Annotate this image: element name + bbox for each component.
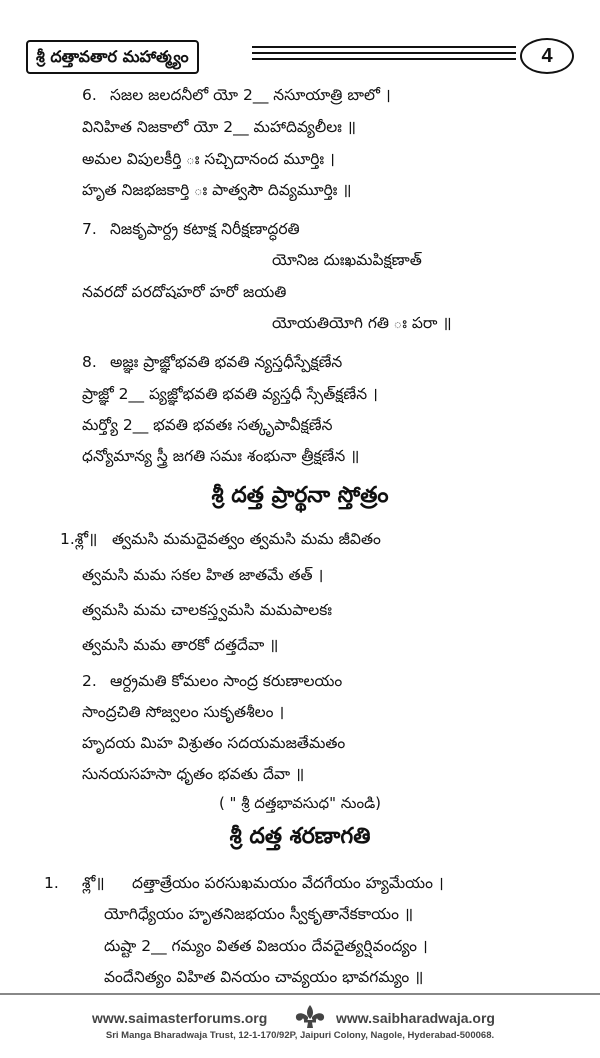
- page-header: [26, 38, 574, 72]
- footer-address: Sri Manga Bharadwaja Trust, 12-1-170/92P, Jaipuri Colony, Nagole, Hyderabad-500068.: [105, 1030, 495, 1041]
- verse-line: యోయతియోగి గతి ః పరా ॥: [272, 314, 452, 332]
- source-note: ( " శ్రీ దత్తభావసుధ" నుండి): [218, 794, 382, 812]
- fleur-de-lis-icon: [291, 1003, 329, 1029]
- verse-number: 2.: [82, 672, 97, 690]
- verse-line: దుష్టా 2__ గమ్యం వితత విజయం దేవదైత్యర్షివంద్యం ।: [104, 937, 428, 955]
- verse-line: సజల జలదనీలో యో 2__ నసూయాత్రి బాలో ।: [110, 86, 391, 104]
- footer-divider: [0, 993, 600, 995]
- verse-line: ప్రాజ్ఞో 2__ ప్యజ్ఞోభవతి భవతి వ్యస్తధీ స్సేత్‌క్షణేన ।: [82, 385, 378, 403]
- verse-line: త్వమసి మమ సకల హిత జాతమే తత్ ।: [82, 566, 324, 584]
- footer-website-left[interactable]: www.saimasterforums.org: [92, 1010, 268, 1026]
- header-rule-lines: [252, 46, 516, 64]
- verse-line: అజ్ఞః ప్రాజ్ఞోభవతి భవతి న్యస్తధీస్పేక్షణేన: [110, 353, 343, 371]
- verse-line: ధన్యోమాన్య స్త్రీ జగతి సమః శంభునా త్రీక్షణేన ॥: [82, 447, 360, 465]
- verse-number: 6.: [82, 86, 97, 104]
- verse-line: నవరదో పరదోషహరో హరో జయతి: [82, 283, 287, 301]
- verse-number: 1.: [44, 874, 59, 892]
- verse-line: త్వమసి మమదైవత్వం త్వమసి మమ జీవితం: [112, 530, 381, 548]
- verse-line: యోగిధ్యేయం హృతనిజభయం స్వీకృతానేకకాయం ॥: [104, 905, 414, 923]
- verse-line: సాంద్రచితి సోజ్వలం సుకృతశీలం ।: [82, 703, 285, 721]
- verse-number: 7.: [82, 220, 97, 238]
- verse-line: వినిహిత నిజకాలో యో 2__ మహాదివ్యలీలః ॥: [82, 118, 357, 136]
- verse-number: 1.శ్లో॥: [60, 530, 98, 548]
- shloka-marker: శ్లో॥: [82, 874, 105, 892]
- verse-line: వందేనిత్యం విహిత వినయం చావ్యయం భావగమ్యం ॥: [104, 968, 424, 986]
- verse-line: త్వమసి మమ తారకో దత్తదేవా ॥: [82, 636, 279, 654]
- book-title: శ్రీ దత్తావతార మహాత్మ్యం: [26, 40, 199, 74]
- section-heading: శ్రీ దత్త శరణాగతి: [229, 824, 371, 849]
- verse-line: మర్త్యో 2__ భవతి భవతః సత్కృపావీక్షణేన: [82, 416, 333, 434]
- verse-line: ఆర్ద్రమతి కోమలం సాంద్ర కరుణాలయం: [110, 672, 343, 690]
- verse-number: 8.: [82, 353, 97, 371]
- verse-line: యోనిజ దుఃఖమపిక్షణాత్: [272, 251, 422, 269]
- verse-line: సునయసహసా ధృతం భవతు దేవా ॥: [82, 765, 305, 783]
- verse-line: అమల విపులకీర్తి ః సచ్చిదానంద మూర్తిః ।: [82, 150, 335, 168]
- section-heading: శ్రీ దత్త ప్రార్థనా స్తోత్రం: [211, 483, 389, 508]
- verse-line: దత్తాత్రేయం పరసుఖమయం వేదగేయం హ్యమేయం ।: [132, 874, 444, 892]
- verse-line: హృత నిజభజకార్తి ః పాత్వసౌ దివ్యమూర్తిః ॥: [82, 181, 352, 199]
- page-number: 4: [520, 38, 574, 74]
- verse-line: హృదయ మిహ విశ్రుతం సదయమజతేమతం: [82, 734, 346, 752]
- footer-website-right[interactable]: www.saibharadwaja.org: [336, 1010, 495, 1026]
- verse-line: త్వమసి మమ చాలకస్త్వమసి మమపాలకః: [82, 601, 332, 619]
- verse-line: నిజకృపార్ద్ర కటాక్ష నిరీక్షణాద్ధరతి: [110, 220, 300, 238]
